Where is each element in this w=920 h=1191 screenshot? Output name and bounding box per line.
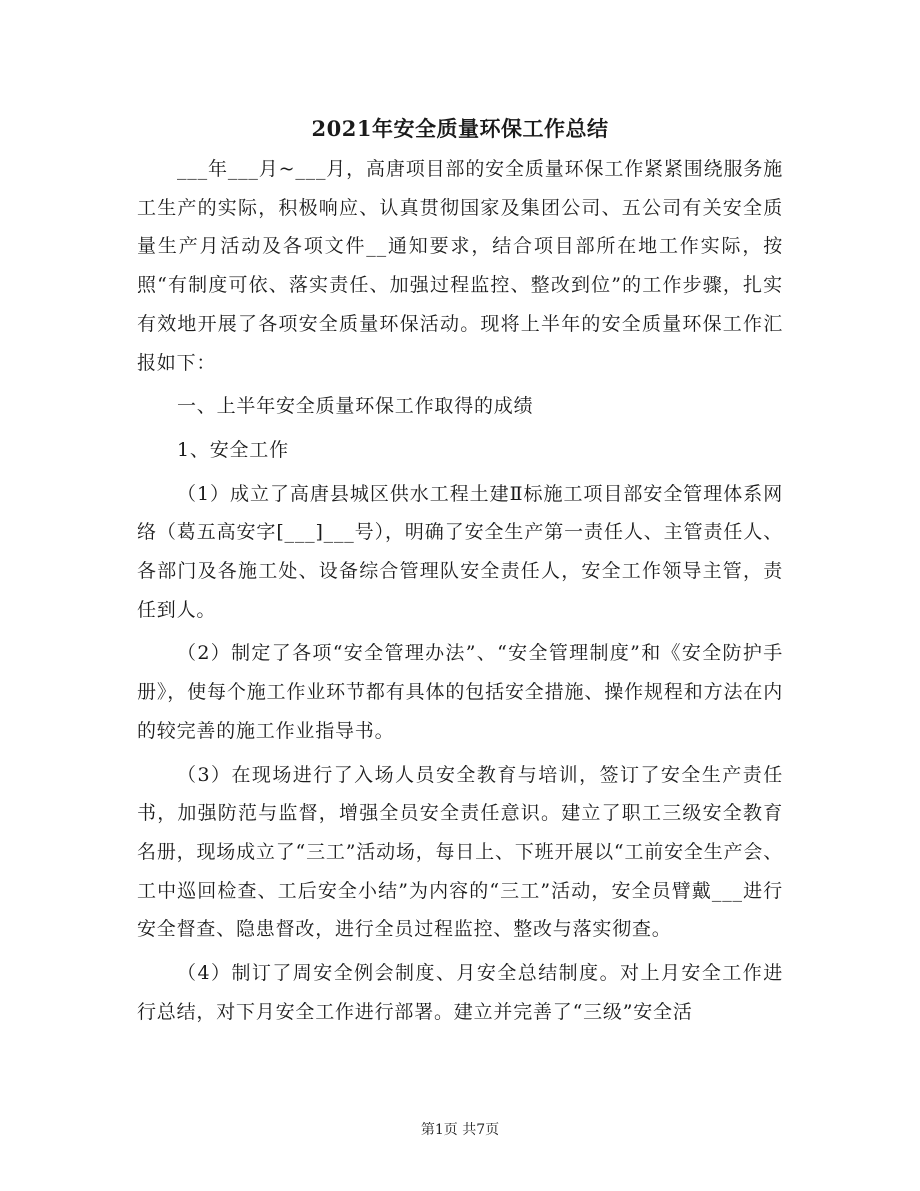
item-paragraph-2: （2）制定了各项“安全管理办法”、“安全管理制度”和《安全防护手册》，使每个施工作业环节都有具体的包括安全措施、操作规程和方法在内的较完善的施工作业指导书。: [137, 642, 783, 742]
section-heading: 一、上半年安全质量环保工作取得的成绩: [177, 395, 534, 418]
item-paragraph-1: （1）成立了高唐县城区供水工程土建Ⅱ标施工项目部安全管理体系网络（葛五高安字[___]___号），明确了安全生产第一责任人、主管责任人、各部门及各施工处、设备综合管理队安全责任人，安全工作领导主管，责任到人。: [137, 482, 783, 621]
document-title: 2021年安全质量环保工作总结: [311, 116, 609, 141]
subsection-heading: 1、安全工作: [177, 438, 289, 461]
intro-paragraph: ___年___月~___月，高唐项目部的安全质量环保工作紧紧围绕服务施工生产的实际，积极响应、认真贯彻国家及集团公司、五公司有关安全质量生产月活动及各项文件__通知要求，结合项目部所在地工作实际，按照“有制度可依、落实责任、加强过程监控、整改到位”的工作步骤，扎实有效地开展了各项安全质量环保活动。现将上半年的安全质量环保工作汇报如下：: [137, 158, 783, 374]
item-paragraph-3: （3）在现场进行了入场人员安全教育与培训，签订了安全生产责任书，加强防范与监督，增强全员安全责任意识。建立了职工三级安全教育名册，现场成立了“三工”活动场，每日上、下班开展以“工前安全生产会、工中巡回检查、工后安全小结”为内容的“三工”活动，安全员臂戴___进行安全督查、隐患督改，进行全员过程监控、整改与落实彻查。: [137, 763, 783, 941]
item-paragraph-4: （4）制订了周安全例会制度、月安全总结制度。对上月安全工作进行总结，对下月安全工作进行部署。建立并完善了“三级”安全活: [137, 962, 783, 1023]
page-number-footer: 第1页 共7页: [420, 1122, 500, 1138]
document-body: [137, 150, 783, 1036]
